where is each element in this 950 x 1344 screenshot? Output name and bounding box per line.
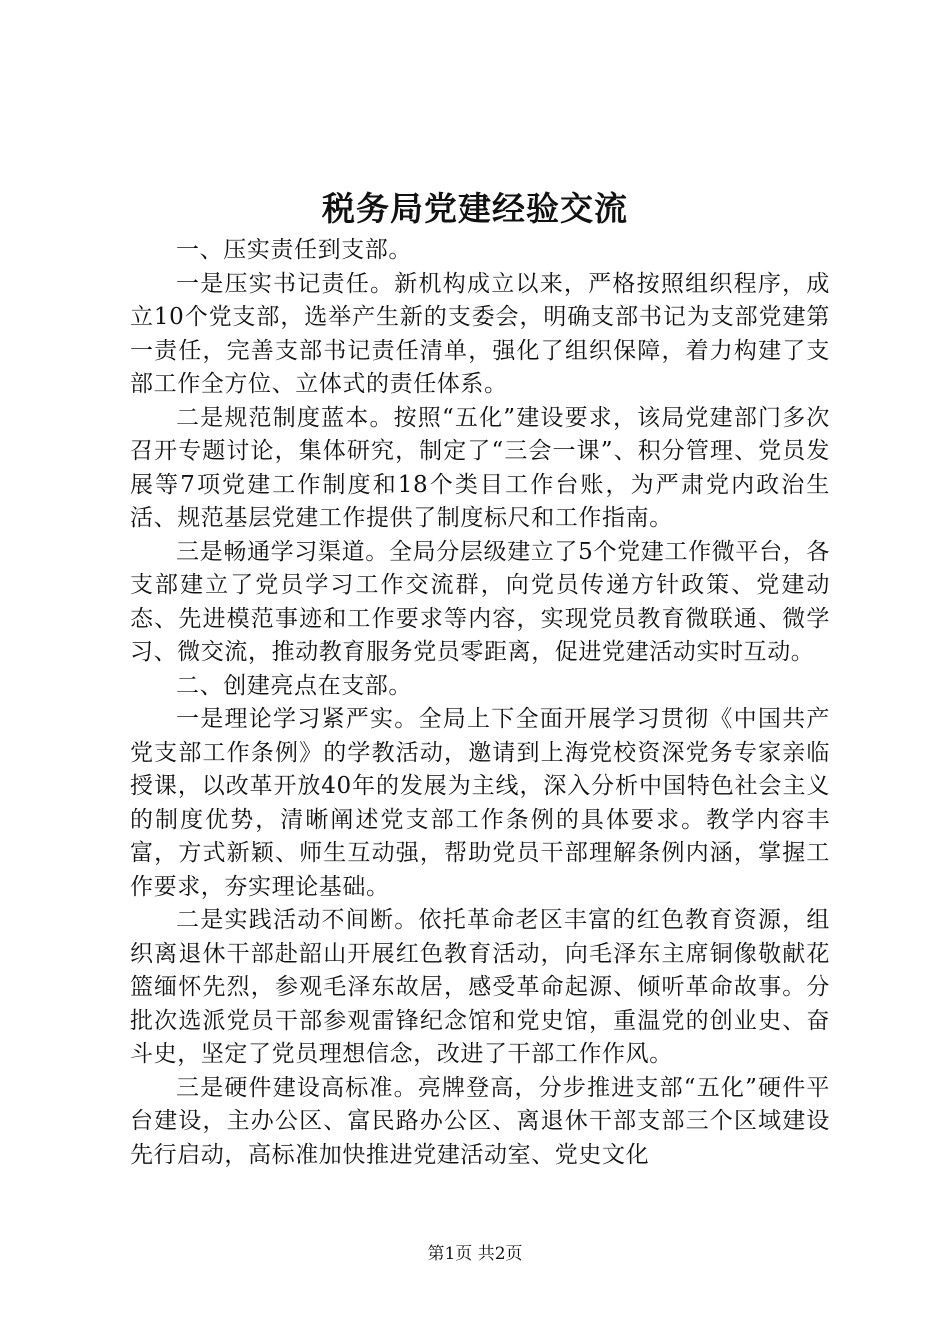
paragraph: 三是畅通学习渠道。全局分层级建立了5个党建工作微平台，各支部建立了党员学习工作交流群，向党员传递方针政策、党建动态、先进模范事迹和工作要求等内容，实现党员教育微联通、微学习、微交流，推动教育服务党员零距离，促进党建活动实时互动。 — [130, 538, 830, 665]
heading-section-2: 二、创建亮点在支部。 — [176, 672, 412, 699]
heading-section-1: 一、压实责任到支部。 — [176, 237, 412, 263]
document-title: 税务局党建经验交流 — [322, 189, 628, 228]
paragraph: 一是压实书记责任。新机构成立以来，严格按照组织程序，成立10个党支部，选举产生新的支委会，明确支部书记为支部党建第一责任，完善支部书记责任清单，强化了组织保障，着力构建了支部工作全方位、立体式的责任体系。 — [130, 270, 830, 397]
paragraph: 三是硬件建设高标准。亮牌登高，分步推进支部“五化”硬件平台建设，主办公区、富民路办公区、离退休干部支部三个区域建设先行启动，高标准加快推进党建活动室、党史文化 — [130, 1074, 830, 1168]
page-number-footer: 第1页 共2页 — [427, 1244, 523, 1264]
paragraph: 一是理论学习紧严实。全局上下全面开展学习贯彻《中国共产党支部工作条例》的学教活动，邀请到上海党校资深党务专家亲临授课，以改革开放40年的发展为主线，深入分析中国特色社会主义的制度优势，清晰阐述党支部工作条例的具体要求。教学内容丰富，方式新颖、师生互动强，帮助党员干部理解条例内涵，掌握工作要求，夯实理论基础。 — [130, 706, 830, 900]
document-body — [130, 234, 830, 1172]
paragraph: 二是规范制度蓝本。按照“五化”建设要求，该局党建部门多次召开专题讨论，集体研究，制定了“三会一课”、积分管理、党员发展等7项党建工作制度和18个类目工作台账，为严肃党内政治生活、规范基层党建工作提供了制度标尺和工作指南。 — [130, 404, 830, 531]
paragraph: 二是实践活动不间断。依托革命老区丰富的红色教育资源，组织离退休干部赴韶山开展红色教育活动，向毛泽东主席铜像敬献花篮缅怀先烈，参观毛泽东故居，感受革命起源、倾听革命故事。分批次选派党员干部参观雷锋纪念馆和党史馆，重温党的创业史、奋斗史，坚定了党员理想信念，改进了干部工作作风。 — [130, 907, 830, 1067]
